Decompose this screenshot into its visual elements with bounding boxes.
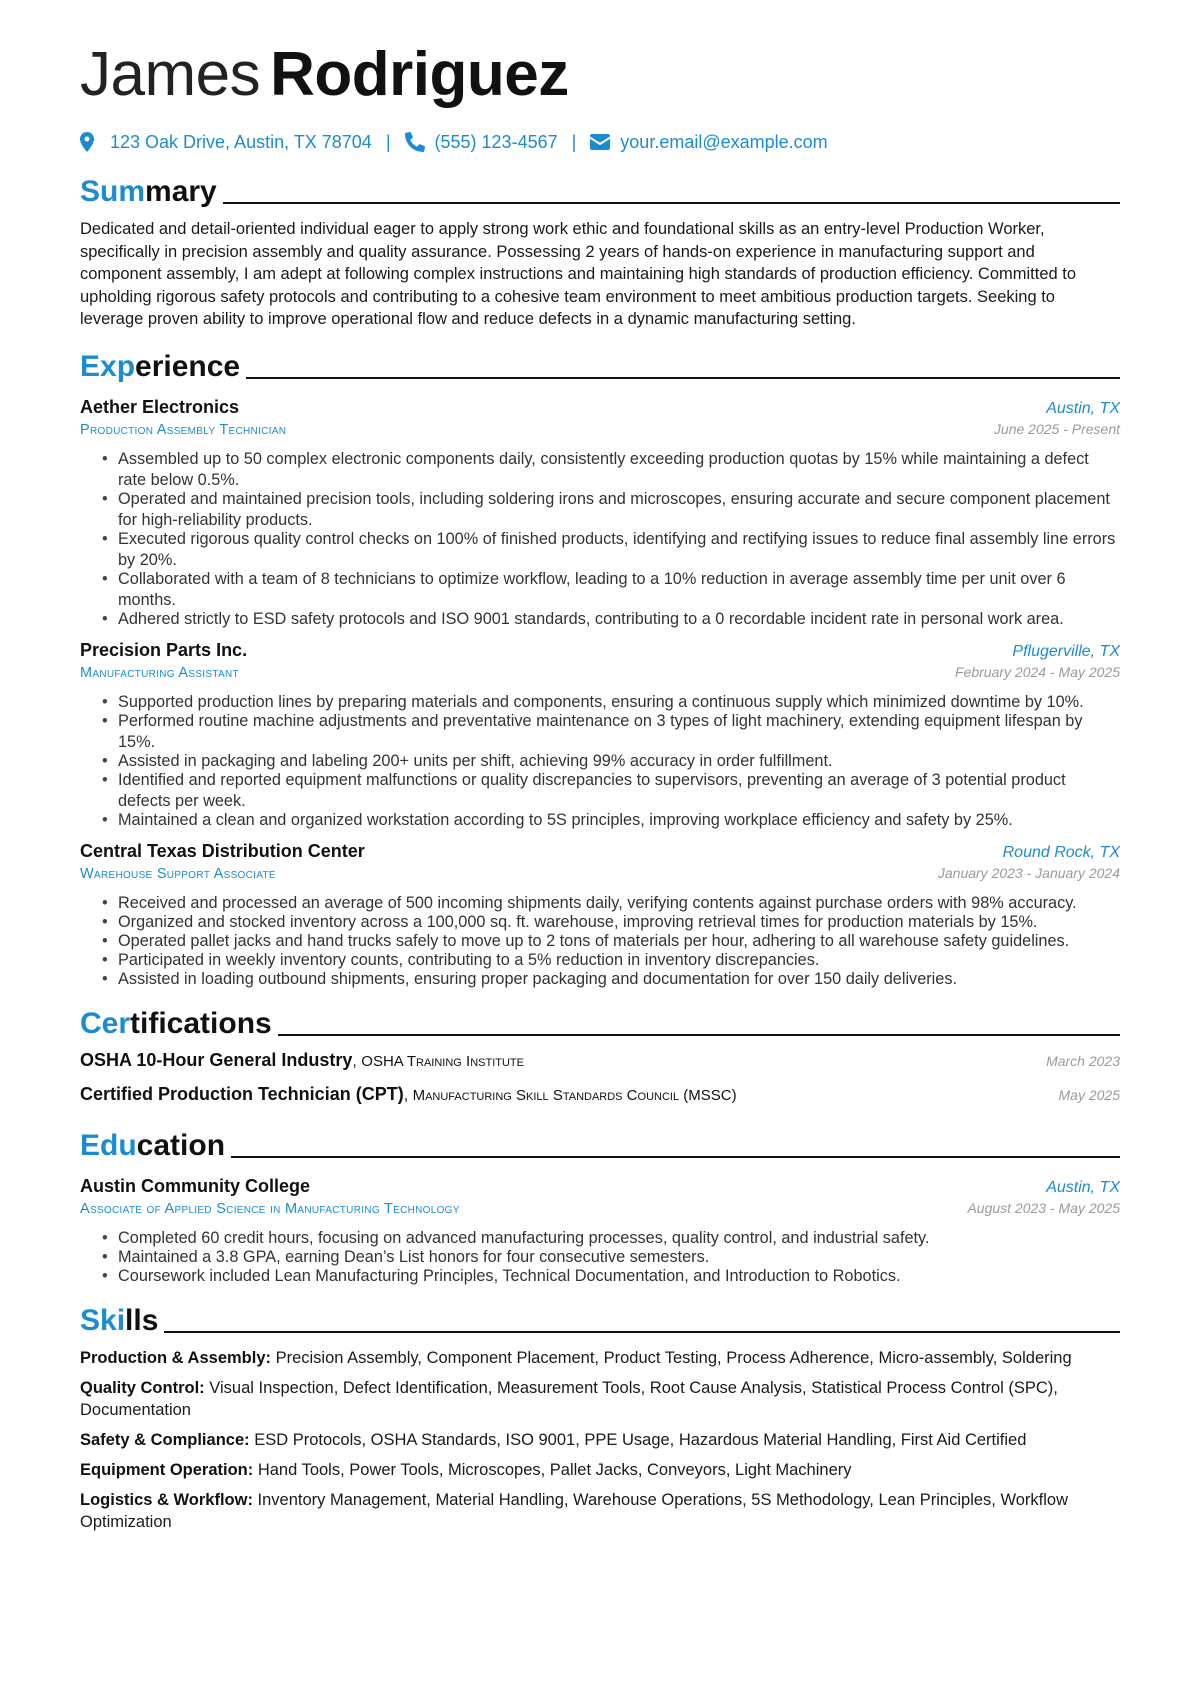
list-item: • Operated and maintained precision tools, including soldering irons and microscopes, ensuring accurate and secure component placement for high-reliability products.	[118, 489, 1120, 531]
skill-group	[80, 1347, 1120, 1369]
list-item: • Adhered strictly to ESD safety protocols and ISO 9001 standards, contributing to a 0 recordable incident rate in personal work area.	[118, 609, 1120, 630]
certification-date: March 2023	[1046, 1052, 1120, 1069]
list-item: • Participated in weekly inventory counts, contributing to a 5% reduction in inventory discrepancies.	[118, 950, 1120, 971]
address-link[interactable]: 123 Oak Drive, Austin, TX 78704	[110, 131, 372, 152]
job-title: Production Assembly Technician	[80, 421, 287, 438]
list-item: • Organized and stocked inventory across a 100,000 sq. ft. warehouse, improving retrieval times for production materials by 15%.	[118, 912, 1120, 933]
job-location: Pflugerville, TX	[1012, 642, 1120, 660]
education-entry	[80, 1174, 1120, 1287]
skill-label: Equipment Operation:	[80, 1460, 254, 1479]
section-divider	[231, 1156, 1120, 1158]
skill-label: Logistics & Workflow:	[80, 1490, 253, 1509]
list-item: • Coursework included Lean Manufacturing Principles, Technical Documentation, and Introduction to Robotics.	[118, 1266, 1120, 1287]
skills-heading: Skills	[80, 1299, 1120, 1339]
job-entry	[80, 839, 1120, 990]
job-entry	[80, 395, 1120, 630]
skill-values: Hand Tools, Power Tools, Microscopes, Pallet Jacks, Conveyors, Light Machinery	[257, 1460, 852, 1479]
job-bullets	[80, 893, 1120, 990]
job-entry	[80, 638, 1120, 831]
contact-line	[80, 128, 1120, 156]
envelope-icon	[590, 132, 610, 152]
contact-separator: |	[385, 131, 391, 152]
list-item: • Performed routine machine adjustments and preventative maintenance on 3 types of light machinery, extending equipment lifespan by 15%.	[118, 711, 1120, 753]
certification-name: OSHA 10-Hour General Industry	[80, 1049, 353, 1070]
skill-group	[80, 1459, 1120, 1481]
list-item: • Collaborated with a team of 8 technicians to optimize workflow, leading to a 10% reduction in average assembly time per unit over 6 months.	[118, 569, 1120, 611]
certifications-heading: Certifications	[80, 1002, 1120, 1042]
skill-group	[80, 1489, 1120, 1533]
summary-text: Dedicated and detail-oriented individual eager to apply strong work ethic and foundational skills as an entry-level Production Worker, specifically in precision assembly and quality assurance. Possessing 2 years of hands-on experience in manufacturing support and component assembly, I am adept at following complex instructions and maintaining high standards of production efficiency. Committed to upholding rigorous safety protocols and contributing to a cohesive team environment to meet ambitious production targets. Seeking to leverage proven ability to improve operational flow and reduce defects in a dynamic manufacturing setting.	[80, 220, 1077, 328]
job-title: Warehouse Support Associate	[80, 865, 276, 882]
employer-name: Aether Electronics	[80, 396, 240, 417]
job-dates: June 2025 - Present	[993, 420, 1120, 437]
list-item: • Executed rigorous quality control checks on 100% of finished products, identifying and rectifying issues to reduce final assembly line errors by 20%.	[118, 529, 1120, 571]
list-item: • Assisted in packaging and labeling 200+ units per shift, achieving 99% accuracy in order fulfillment.	[118, 751, 1120, 772]
last-name: Rodriguez	[270, 40, 569, 109]
section-divider	[164, 1331, 1120, 1333]
phone-link[interactable]: (555) 123-4567	[434, 131, 558, 152]
school-location: Austin, TX	[1046, 1178, 1120, 1196]
section-divider	[246, 377, 1120, 379]
map-marker-icon	[80, 132, 100, 152]
skill-values: Inventory Management, Material Handling, Warehouse Operations, 5S Methodology, Lean Principles, Workflow Optimization	[80, 1490, 1068, 1531]
education-bullets	[80, 1228, 1120, 1287]
list-item: • Maintained a 3.8 GPA, earning Dean’s List honors for four consecutive semesters.	[118, 1247, 1120, 1268]
job-bullets	[80, 692, 1120, 831]
list-item: • Identified and reported equipment malfunctions or quality discrepancies to supervisors, preventing an average of 3 potential product defects per week.	[118, 770, 1120, 812]
list-item: • Received and processed an average of 500 incoming shipments daily, verifying contents against purchase orders with 98% accuracy.	[118, 893, 1120, 914]
degree-title: Associate of Applied Science in Manufacturing Technology	[80, 1200, 460, 1217]
list-item: • Operated pallet jacks and hand trucks safely to move up to 2 tons of materials per hour, adhering to all warehouse safety guidelines.	[118, 931, 1120, 952]
job-location: Round Rock, TX	[1002, 843, 1120, 861]
contact-separator: |	[571, 131, 577, 152]
certification-date: May 2025	[1058, 1086, 1120, 1103]
skill-group	[80, 1377, 1120, 1421]
employer-name: Precision Parts Inc.	[80, 639, 248, 660]
certification-issuer: Manufacturing Skill Standards Council (MSSC)	[412, 1086, 737, 1104]
education-heading: Education	[80, 1124, 1120, 1164]
email-link[interactable]: your.email@example.com	[620, 131, 828, 152]
list-item: • Assisted in loading outbound shipments, ensuring proper packaging and documentation for over 150 daily deliveries.	[118, 969, 1120, 990]
skill-label: Quality Control:	[80, 1378, 205, 1397]
skill-values: Visual Inspection, Defect Identification, Measurement Tools, Root Cause Analysis, Statistical Process Control (SPC), Documentation	[80, 1378, 1058, 1419]
skill-values: Precision Assembly, Component Placement, Product Testing, Process Adherence, Micro-assembly, Soldering	[275, 1348, 1072, 1367]
list-item: • Completed 60 credit hours, focusing on advanced manufacturing processes, quality control, and industrial safety.	[118, 1228, 1120, 1249]
experience-heading: Experience	[80, 345, 1120, 385]
skill-label: Safety & Compliance:	[80, 1430, 250, 1449]
education-dates: August 2023 - May 2025	[967, 1199, 1120, 1216]
certification-issuer: OSHA Training Institute	[361, 1052, 524, 1070]
section-divider	[278, 1034, 1120, 1036]
list-item: • Supported production lines by preparing materials and components, ensuring a continuous supply which minimized downtime by 10%.	[118, 692, 1120, 713]
phone-icon	[405, 132, 425, 152]
skill-values: ESD Protocols, OSHA Standards, ISO 9001, PPE Usage, Hazardous Material Handling, First Aid Certified	[254, 1430, 1027, 1449]
list-item: • Assembled up to 50 complex electronic components daily, consistently exceeding production quotas by 15% while maintaining a defect rate below 0.5%.	[118, 449, 1120, 491]
school-name: Austin Community College	[80, 1175, 311, 1196]
skill-group	[80, 1429, 1120, 1451]
certification-item: Certified Production Technician (CPT), Manufacturing Skill Standards Council (MSSC) May 2025	[80, 1083, 1120, 1104]
candidate-name	[80, 36, 1120, 114]
employer-name: Central Texas Distribution Center	[80, 840, 365, 861]
list-item: • Maintained a clean and organized workstation according to 5S principles, improving workplace efficiency and safety by 25%.	[118, 810, 1120, 831]
job-dates: February 2024 - May 2025	[955, 663, 1120, 680]
first-name: James	[80, 40, 261, 109]
job-location: Austin, TX	[1046, 399, 1120, 417]
job-bullets	[80, 449, 1120, 630]
job-dates: January 2023 - January 2024	[937, 864, 1120, 881]
certification-item: OSHA 10-Hour General Industry, OSHA Training Institute March 2023	[80, 1049, 1120, 1070]
skill-label: Production & Assembly:	[80, 1348, 271, 1367]
certification-name: Certified Production Technician (CPT)	[80, 1083, 404, 1104]
section-divider	[223, 202, 1120, 204]
job-title: Manufacturing Assistant	[80, 664, 239, 681]
summary-heading: Summary	[80, 170, 1120, 210]
